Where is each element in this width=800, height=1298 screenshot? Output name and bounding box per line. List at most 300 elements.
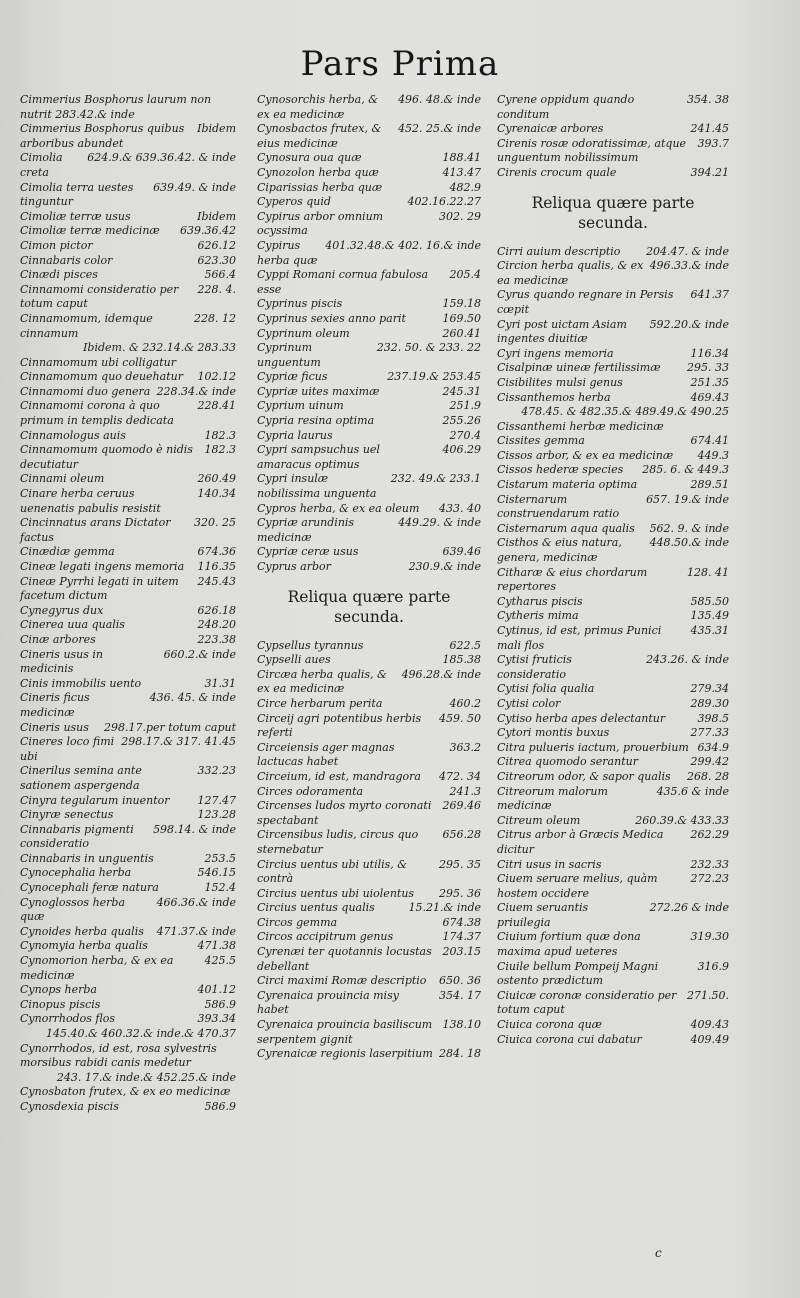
entry-text: Cytharus piscis <box>497 594 583 608</box>
index-entry <box>257 502 481 517</box>
index-entry <box>497 1033 729 1048</box>
page-reference: 245.43 <box>197 574 236 588</box>
page-reference: 641.37 <box>690 288 729 302</box>
page-reference: 472. 34 <box>439 769 481 783</box>
page-reference: 624.9.& 639.36.42. & inde <box>87 151 236 165</box>
page-reference: 269.46 <box>442 799 481 813</box>
page-reference: 279.34 <box>690 682 729 696</box>
entry-text: Cynops herba <box>20 983 97 997</box>
page-reference: 182.3 <box>204 443 236 457</box>
page-reference: 128. 41 <box>687 565 729 579</box>
page-reference: 203.15 <box>442 945 481 959</box>
index-entry <box>497 828 729 857</box>
page-reference: 262.29 <box>690 828 729 842</box>
entry-text: Cyperos quid <box>257 195 331 209</box>
entry-text: Cinnami oleum <box>20 472 105 486</box>
entry-text: Cytinus, id est, primus Punici mali flos <box>497 624 662 652</box>
page-reference: 469.43 <box>690 390 729 404</box>
page-reference: 598.14. & inde <box>153 822 236 836</box>
section-heading: Reliqua quære parte secunda. <box>287 587 451 626</box>
page-reference: 449.29. & inde <box>398 516 481 530</box>
page-reference: 253.5 <box>204 851 236 865</box>
page-reference: 123.28 <box>197 808 236 822</box>
page-reference: Ibidem <box>197 209 236 223</box>
index-entry <box>257 166 481 181</box>
page-reference: 277.33 <box>690 726 729 740</box>
index-entry <box>497 347 729 362</box>
entry-text: Cypros herba, & ex ea oleum <box>257 501 420 515</box>
index-entry <box>257 210 481 239</box>
page-reference: 406.29 <box>442 443 481 457</box>
page-reference: 232.33 <box>690 857 729 871</box>
page-reference: 626.18 <box>197 603 236 617</box>
index-entry <box>497 318 729 347</box>
entry-text: Cineæ legati ingens memoria <box>20 560 185 573</box>
entry-text: Cisibilites mulsi genus <box>497 375 623 389</box>
index-entry <box>497 137 729 166</box>
page-reference: 223.38 <box>197 632 236 646</box>
page-reference: 284. 18 <box>439 1047 481 1061</box>
entry-text: Cypsellus tyrannus <box>257 638 364 652</box>
entry-text: Cyprium uinum <box>257 399 344 413</box>
index-column-3 <box>497 93 729 1047</box>
index-entry <box>20 925 236 940</box>
index-entry <box>20 385 236 400</box>
page-reference: 448.50.& inde <box>649 536 729 550</box>
entry-text: Cinare herba ceruus uenenatis pabulis resistit <box>20 487 161 515</box>
index-entry <box>257 399 481 414</box>
entry-text: Cyppi Romani cornua fabulosa esse <box>257 268 429 296</box>
index-entry <box>20 896 236 925</box>
entry-text: Ciuile bellum Pompeij Magni ostento prædictum <box>497 959 659 988</box>
entry-text: Cytisi folia qualia <box>497 682 595 696</box>
page-reference: 566.4 <box>204 268 236 282</box>
index-entry <box>497 478 729 493</box>
index-entry <box>257 370 481 385</box>
page-reference: 295. 36 <box>439 886 481 900</box>
page-reference: 316.9 <box>697 959 729 973</box>
index-entry <box>20 648 236 677</box>
index-entry <box>497 814 729 829</box>
entry-text: Cyprus arbor <box>257 560 331 573</box>
entry-text: Cypirus herba quæ <box>257 238 318 267</box>
page-reference: 496.28.& inde <box>401 667 481 681</box>
entry-text: Ciuium fortium quæ dona maxima apud ueteres <box>497 930 641 959</box>
index-entry <box>257 1047 481 1062</box>
index-entry <box>497 566 729 595</box>
page-reference: 393.7 <box>697 136 729 150</box>
index-entry <box>20 429 236 444</box>
page-reference: 401.32.48.& 402. 16.& inde <box>325 238 481 252</box>
entry-text: Cynocephalia herba <box>20 866 132 880</box>
page-reference: 260.49 <box>197 472 236 486</box>
entry-text: Cyri ingens memoria <box>497 346 614 360</box>
page-reference: 289.30 <box>690 696 729 710</box>
page-reference: 320. 25 <box>194 516 236 530</box>
entry-text: Cynorrhodos, id est, rosa sylvestris morsibus rabidi canis medetur <box>20 1041 217 1070</box>
index-entry <box>20 472 236 487</box>
entry-text: Cisthos & eius natura, genera, medicinæ <box>497 536 622 565</box>
index-entry <box>20 633 236 648</box>
page-reference: 674.38 <box>442 915 481 929</box>
index-entry <box>497 259 729 288</box>
entry-text: Cypriæ uites maximæ <box>257 384 380 398</box>
page-reference: 585.50 <box>690 594 729 608</box>
entry-text: Circius uentus qualis <box>257 901 375 915</box>
page-reference: 260.39.& 433.33 <box>635 813 729 827</box>
index-entry <box>257 151 481 166</box>
entry-text: Cinnamomum, idemque cinnamum <box>20 311 153 340</box>
index-entry <box>20 998 236 1013</box>
entry-text: Circos accipitrum genus <box>257 930 394 944</box>
page-reference: 268. 28 <box>687 769 729 783</box>
entry-text: Cinnamomum quomodo è nidis decutiatur <box>20 443 193 471</box>
index-entry <box>257 639 481 654</box>
entry-text: Cinnamomum quo deuehatur <box>20 370 183 384</box>
entry-text: Cimolia terra uestes tinguntur <box>20 180 134 209</box>
page-reference: 116.34 <box>690 346 729 360</box>
index-entry <box>497 712 729 727</box>
page-reference: 459. 50 <box>439 711 481 725</box>
index-entry <box>20 560 236 575</box>
index-entry <box>497 93 729 122</box>
entry-text: Cinopus piscis <box>20 997 101 1011</box>
index-entry <box>20 1012 236 1027</box>
index-entry <box>497 785 729 814</box>
index-entry <box>257 858 481 887</box>
page-reference: 31.31 <box>204 676 236 690</box>
entry-text: Cynosura oua quæ <box>257 151 362 165</box>
entry-text: Cinnamomi corona à quo primum in templis dedicata <box>20 399 174 428</box>
page-reference: 298.17.per totum caput <box>103 720 236 734</box>
index-entry <box>497 1018 729 1033</box>
entry-text: Cineres loco fimi ubi <box>20 735 115 763</box>
index-entry <box>20 866 236 881</box>
entry-text: Cinædi pisces <box>20 268 98 282</box>
page-reference: 409.49 <box>690 1032 729 1046</box>
page-reference: 138.10 <box>442 1018 481 1032</box>
entry-text: Cyrenaicæ arbores <box>497 122 604 136</box>
index-entry <box>20 122 236 151</box>
page-reference: 449.3 <box>697 448 729 462</box>
page-reference: 228.34.& inde <box>156 384 236 398</box>
index-entry <box>257 668 481 697</box>
entry-text: Ciuica corona cui dabatur <box>497 1032 642 1046</box>
entry-text: Cyprinum unguentum <box>257 341 321 369</box>
index-entry <box>20 443 236 472</box>
index-entry <box>257 312 481 327</box>
page-reference: 586.9 <box>204 997 236 1011</box>
entry-text: Cimon pictor <box>20 238 93 252</box>
page-reference: 660.2.& inde <box>163 647 236 661</box>
page-reference: 228. 4. <box>197 282 236 296</box>
index-entry <box>257 770 481 785</box>
index-entry <box>20 341 236 370</box>
entry-text: Cirri auium descriptio <box>497 244 621 258</box>
entry-text: Cinædiæ gemma <box>20 545 115 559</box>
entry-text: Cinnamomi duo genera <box>20 384 151 398</box>
page-reference: 241.3 <box>449 784 481 798</box>
index-entry <box>497 609 729 624</box>
index-entry <box>20 852 236 867</box>
index-entry <box>20 721 236 736</box>
page-reference: 260.41 <box>442 326 481 340</box>
index-entry <box>257 122 481 151</box>
page-reference: 623.30 <box>197 253 236 267</box>
entry-text: Cinnabaris pigmenti consideratio <box>20 822 134 851</box>
page-reference: 363.2 <box>449 740 481 754</box>
index-entry <box>257 429 481 444</box>
index-entry <box>20 210 236 225</box>
page-reference: 435.6 & inde <box>656 784 729 798</box>
index-entry <box>20 181 236 210</box>
index-entry <box>20 691 236 720</box>
index-entry <box>20 268 236 283</box>
entry-text: Cytisi color <box>497 696 561 710</box>
index-entry <box>20 1071 236 1100</box>
entry-text: Cinnamomum ubi colligatur <box>20 355 176 369</box>
entry-text: Citreorum odor, & sapor qualis <box>497 769 671 783</box>
entry-text: Cissanthemos herba <box>497 390 611 404</box>
entry-text: Cinnabaris in unguentis <box>20 851 154 865</box>
page-reference: 394.21 <box>690 165 729 179</box>
page-reference: 452. 25.& inde <box>398 122 481 136</box>
page-reference: 433. 40 <box>439 501 481 515</box>
page-reference: 228.41 <box>197 399 236 413</box>
page-title: Pars Prima <box>300 44 500 84</box>
index-entry <box>497 463 729 478</box>
entry-text: Citharæ & eius chordarum repertores <box>497 565 648 594</box>
index-entry <box>497 595 729 610</box>
index-entry <box>20 312 236 341</box>
page-reference: 413.47 <box>442 165 481 179</box>
entry-text: Cytori montis buxus <box>497 726 610 740</box>
entry-text: Ciparissias herba quæ <box>257 180 383 194</box>
index-entry <box>497 726 729 741</box>
entry-text: Cypirus arbor omnium ocyssima <box>257 209 384 238</box>
page-reference: 460.2 <box>449 696 481 710</box>
index-entry <box>497 245 729 260</box>
entry-text: Citri usus in sacris <box>497 857 602 871</box>
page-reference: 232. 49.& 233.1 <box>390 472 481 486</box>
entry-text: Cinnamologus auis <box>20 428 126 442</box>
entry-text: Cypriæ ficus <box>257 370 328 384</box>
page-reference: 586.9 <box>204 1099 236 1113</box>
entry-text: Cypri sampsuchus uel amaracus optimus <box>257 443 380 471</box>
entry-text: Cinerilus semina ante sationem aspergenda <box>20 764 142 792</box>
entry-text: Circensibus ludis, circus quo sternebatur <box>257 828 419 856</box>
index-entry <box>257 516 481 545</box>
index-entry <box>497 361 729 376</box>
page-reference: 295. 33 <box>687 361 729 375</box>
entry-text: Cynorrhodos flos <box>20 1012 115 1026</box>
entry-text: Cypselli aues <box>257 653 331 667</box>
page-reference: 116.35 <box>197 560 236 573</box>
index-entry <box>20 370 236 385</box>
index-entry <box>20 1100 236 1115</box>
page-reference: 232. 50. & 233. 22 <box>376 341 481 355</box>
entry-text: Cimmerius Bosphorus quibus arboribus abundet <box>20 122 185 150</box>
index-entry <box>257 799 481 828</box>
page-reference: 471.38 <box>197 939 236 953</box>
index-entry <box>20 808 236 823</box>
page-reference: 562. 9. & inde <box>649 521 729 535</box>
entry-text: Cynozolon herba quæ <box>257 165 379 179</box>
page-reference: 102.12 <box>197 370 236 384</box>
page-reference: 295. 35 <box>439 857 481 871</box>
page-reference: 592.20.& inde <box>649 317 729 331</box>
entry-text: Cyrenaica prouincia basiliscum serpentem gignit <box>257 1018 433 1046</box>
signature-mark: c <box>655 1246 662 1260</box>
page-reference: 656.28 <box>442 828 481 842</box>
entry-text: Cyrus quando regnare in Persis cœpit <box>497 288 674 316</box>
index-entry <box>20 224 236 239</box>
page-reference: 639.36.42 <box>180 224 236 238</box>
index-entry <box>257 93 481 122</box>
index-entry <box>257 945 481 974</box>
entry-text: Ciuicæ coronæ consideratio per totum caput <box>497 988 677 1017</box>
page-reference: 248.20 <box>197 618 236 632</box>
page-reference: 302. 29 <box>439 209 481 223</box>
entry-text: Cinyra tegularum inuentor <box>20 793 170 807</box>
page-reference: 657. 19.& inde <box>646 492 729 506</box>
page-reference: 639.49. & inde <box>153 180 236 194</box>
index-entry <box>497 858 729 873</box>
index-entry <box>497 391 729 406</box>
page-reference: 272.23 <box>690 872 729 886</box>
page-reference: 243.26. & inde <box>646 653 729 667</box>
index-entry <box>20 983 236 998</box>
index-entry <box>20 93 236 122</box>
page-reference: 354. 38 <box>687 93 729 106</box>
index-entry <box>20 764 236 793</box>
page-reference: 332.23 <box>197 764 236 778</box>
index-entry <box>20 575 236 604</box>
index-entry <box>20 151 236 180</box>
index-entry <box>257 741 481 770</box>
page-reference: 354. 17 <box>439 988 481 1002</box>
index-entry <box>257 385 481 400</box>
index-entry <box>257 341 481 370</box>
entry-text: Cinnamomi consideratio per totum caput <box>20 282 179 311</box>
section-heading: Reliqua quære parte secunda. <box>531 193 695 232</box>
entry-text: Cynoides herba qualis <box>20 924 144 938</box>
index-entry <box>20 735 236 764</box>
entry-text: Circi maximi Romæ descriptio <box>257 974 427 988</box>
index-entry <box>257 916 481 931</box>
entry-text: Cimolia creta <box>20 151 63 179</box>
entry-text: Citra pulueris iactum, prouerbium <box>497 740 689 754</box>
page-reference: 145.40.& 460.32.& inde.& 470.37 <box>46 1027 236 1040</box>
page-reference: 436. 45. & inde <box>149 691 236 705</box>
index-entry <box>20 1027 236 1071</box>
index-entry <box>20 677 236 692</box>
index-entry <box>497 653 729 682</box>
page-reference: 299.42 <box>690 755 729 769</box>
index-entry <box>257 828 481 857</box>
index-entry <box>497 536 729 565</box>
entry-text: Cypriæ arundinis medicinæ <box>257 516 355 544</box>
entry-text: Cypri insulæ nobilissima unguenta <box>257 472 377 501</box>
index-entry <box>257 974 481 989</box>
entry-text: Cincinnatus arans Dictator factus <box>20 516 171 544</box>
index-entry <box>497 166 729 181</box>
entry-text: Cisternarum aqua qualis <box>497 521 635 535</box>
page-reference: 285. 6. & 449.3 <box>642 463 729 477</box>
entry-text: Circeium, id est, mandragora <box>257 769 421 783</box>
entry-text: Cissos arbor, & ex ea medicinæ <box>497 448 674 462</box>
entry-text: Cynosdexia piscis <box>20 1099 119 1113</box>
page-reference: 228. 12 <box>194 311 236 325</box>
entry-text: Cyrenæi ter quotannis locustas debellant <box>257 945 432 973</box>
index-entry <box>20 283 236 312</box>
index-column-1 <box>20 93 236 1115</box>
page-reference: 319.30 <box>690 930 729 944</box>
index-entry <box>497 960 729 989</box>
index-entry <box>20 516 236 545</box>
entry-text: Circæa herba qualis, & ex ea medicinæ <box>257 667 387 696</box>
page-reference: 650. 36 <box>439 974 481 988</box>
entry-text: Cytiso herba apes delectantur <box>497 711 666 725</box>
entry-text: Cytheris mima <box>497 609 579 623</box>
index-entry <box>497 755 729 770</box>
page-reference: 174.37 <box>442 930 481 944</box>
entry-text: Cynomorion herba, & ex ea medicinæ <box>20 954 174 982</box>
entry-text: Circes odoramenta <box>257 784 364 798</box>
entry-text: Circeiensis ager magnas lactucas habet <box>257 740 395 769</box>
entry-text: Cynoglossos herba quæ <box>20 895 126 924</box>
index-entry <box>257 930 481 945</box>
page-reference: 205.4 <box>449 268 481 282</box>
entry-text: Circos gemma <box>257 915 338 929</box>
page-reference: 245.31 <box>442 384 481 398</box>
index-entry <box>20 618 236 633</box>
index-entry <box>257 560 481 575</box>
page-reference: 496. 48.& inde <box>398 93 481 106</box>
page-reference: 272.26 & inde <box>649 901 729 915</box>
page-reference: 482.9 <box>449 180 481 194</box>
index-entry <box>497 770 729 785</box>
entry-text: Cyrenaicæ regionis laserpitium <box>257 1047 433 1061</box>
entry-text: Cypria laurus <box>257 428 333 442</box>
index-entry <box>497 122 729 137</box>
entry-text: Cynosbactos frutex, & eius medicinæ <box>257 122 382 150</box>
page-reference: 204.47. & inde <box>646 244 729 258</box>
index-entry <box>257 901 481 916</box>
entry-text: Cynegyrus dux <box>20 603 104 617</box>
index-entry <box>20 823 236 852</box>
entry-text: Cineæ Pyrrhi legati in uitem facetum dictum <box>20 574 179 603</box>
entry-text: Cimoliæ terræ usus <box>20 209 131 223</box>
page-reference: 251.35 <box>690 375 729 389</box>
entry-text: Circeij agri potentibus herbis referti <box>257 711 422 740</box>
entry-text: Circius uentus ubi utilis, & contrà <box>257 857 408 886</box>
entry-text: Cissites gemma <box>497 434 585 448</box>
index-entry <box>257 181 481 196</box>
index-entry <box>257 697 481 712</box>
entry-text: Ciuica corona quæ <box>497 1018 603 1032</box>
index-entry <box>257 239 481 268</box>
page-reference: 496.33.& inde <box>649 259 729 273</box>
entry-text: Cynosbaton frutex, & ex eo medicinæ <box>20 1085 231 1099</box>
page-reference: 401.12 <box>197 983 236 997</box>
index-entry <box>257 785 481 800</box>
page-reference: 127.47 <box>197 793 236 807</box>
index-column-2 <box>257 93 481 1062</box>
entry-text: Cissanthemi herbæ medicinæ <box>497 419 664 433</box>
entry-text: Cynocephali feræ natura <box>20 881 159 895</box>
entry-text: Cypriæ ceræ usus <box>257 545 359 559</box>
